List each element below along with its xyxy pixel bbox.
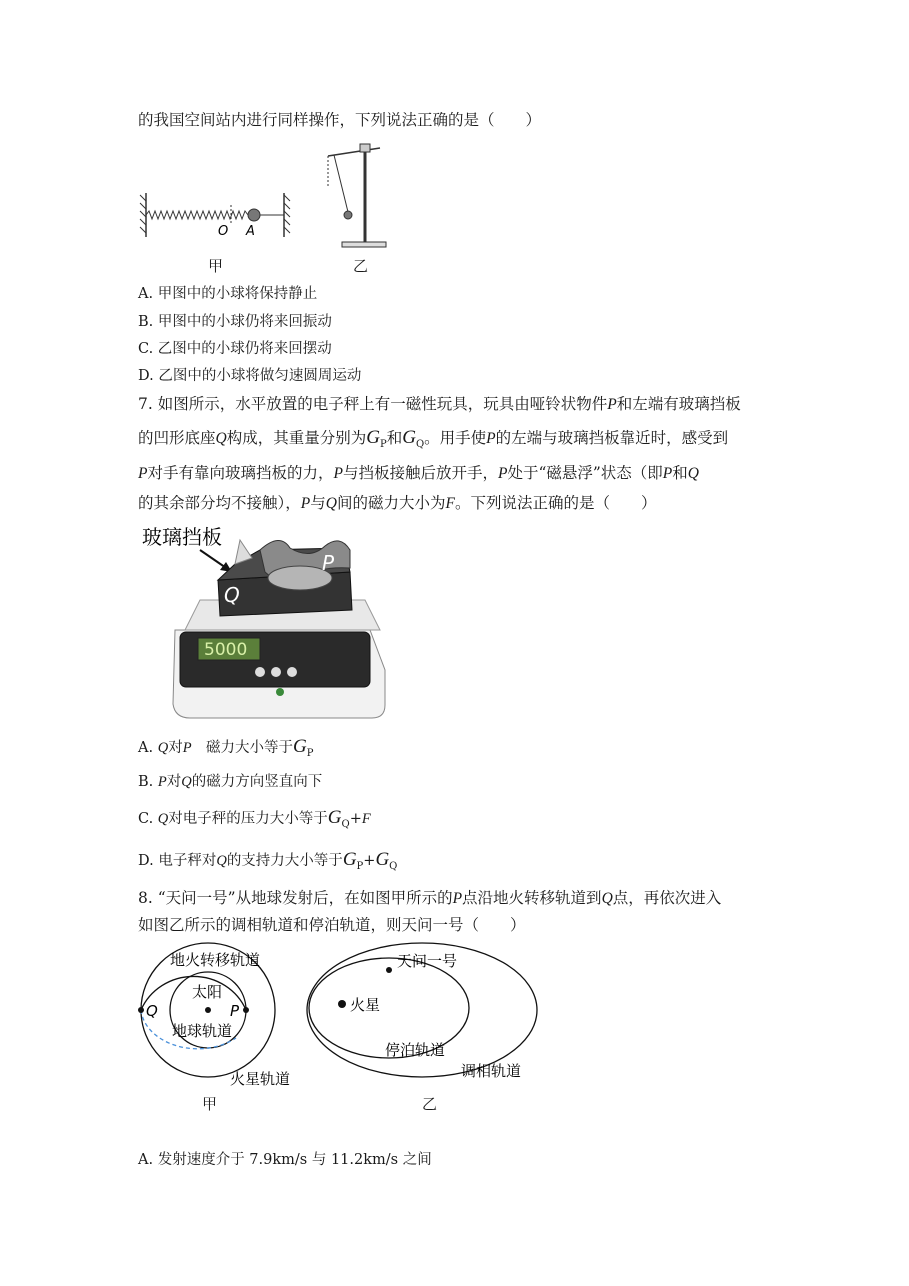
label-mars-orbit: 火星轨道 [230, 1070, 291, 1088]
label-A: A [246, 224, 255, 239]
fig-yi-caption-q8: 乙 [422, 1095, 438, 1113]
label-Q: Q [224, 583, 240, 607]
q8-option-a: A. 发射速度介于 7.9km/s 与 11.2km/s 之间 [138, 1152, 432, 1168]
q7-option-a: A. Q对P 磁力大小等于$G_P$ [138, 736, 314, 759]
label-mars: 火星 [350, 996, 381, 1014]
fig-jia-caption: 甲 [208, 257, 224, 275]
q7-option-c: C. Q对电子秤的压力大小等于$G_Q+F$ [138, 807, 371, 830]
magnetic-toy-scale-figure [140, 520, 390, 725]
q7-line-4: 的其余部分均不接触），P与Q间的磁力大小为F。下列说法正确的是（ ） [138, 494, 657, 512]
label-P-point: P [230, 1002, 240, 1020]
q7-option-d: D. 电子秤对Q的支持力大小等于$G_P+G_Q$ [138, 849, 398, 872]
q6-option-d: D. 乙图中的小球将做匀速圆周运动 [138, 368, 362, 384]
q8-line-1: 8. “天问一号”从地球发射后，在如图甲所示的P点沿地火转移轨道到Q点，再依次进入 [138, 889, 722, 907]
label-O: O [218, 224, 229, 239]
label-tianwen: 天问一号 [397, 952, 458, 970]
q7-option-b: B. P对Q的磁力方向竖直向下 [138, 774, 323, 790]
q7-line-2: 的凹形底座Q构成，其重量分别为$G_P$和$G_Q$。用手使P的左端与玻璃挡板靠近时，感受到 [138, 427, 729, 450]
fig-jia-caption-q8: 甲 [202, 1095, 218, 1113]
fig-yi-caption: 乙 [353, 257, 369, 275]
q6-option-c: C. 乙图中的小球仍将来回摆动 [138, 341, 332, 357]
q6-option-b: B. 甲图中的小球仍将来回振动 [138, 314, 332, 330]
label-earth-orbit: 地球轨道 [172, 1022, 233, 1040]
q7-line-1: 7. 如图所示，水平放置的电子秤上有一磁性玩具，玩具由哑铃状物件P和左端有玻璃挡板 [138, 395, 741, 413]
q6-question-tail: 的我国空间站内进行同样操作，下列说法正确的是（ ） [138, 111, 542, 129]
q7-line-3: P对手有靠向玻璃挡板的力，P与挡板接触后放开手，P处于“磁悬浮”状态（即P和Q [138, 464, 699, 482]
label-phasing-orbit: 调相轨道 [461, 1062, 522, 1080]
label-sun: 太阳 [192, 983, 223, 1001]
transfer-orbit-figure [136, 940, 296, 1110]
label-transfer-orbit: 地火转移轨道 [170, 951, 261, 969]
q8-line-2: 如图乙所示的调相轨道和停泊轨道，则天问一号（ ） [138, 916, 526, 934]
spring-oscillator-figure [138, 185, 298, 245]
label-P: P [322, 551, 335, 575]
pendulum-stand-figure [320, 138, 395, 250]
label-glass-panel: 玻璃挡板 [142, 525, 222, 549]
q6-option-a: A. 甲图中的小球将保持静止 [138, 286, 318, 302]
label-parking-orbit: 停泊轨道 [385, 1041, 446, 1059]
label-Q-point: Q [146, 1002, 158, 1020]
parking-phasing-orbit-figure [305, 940, 545, 1090]
scale-display-value: 5000 [204, 640, 248, 660]
